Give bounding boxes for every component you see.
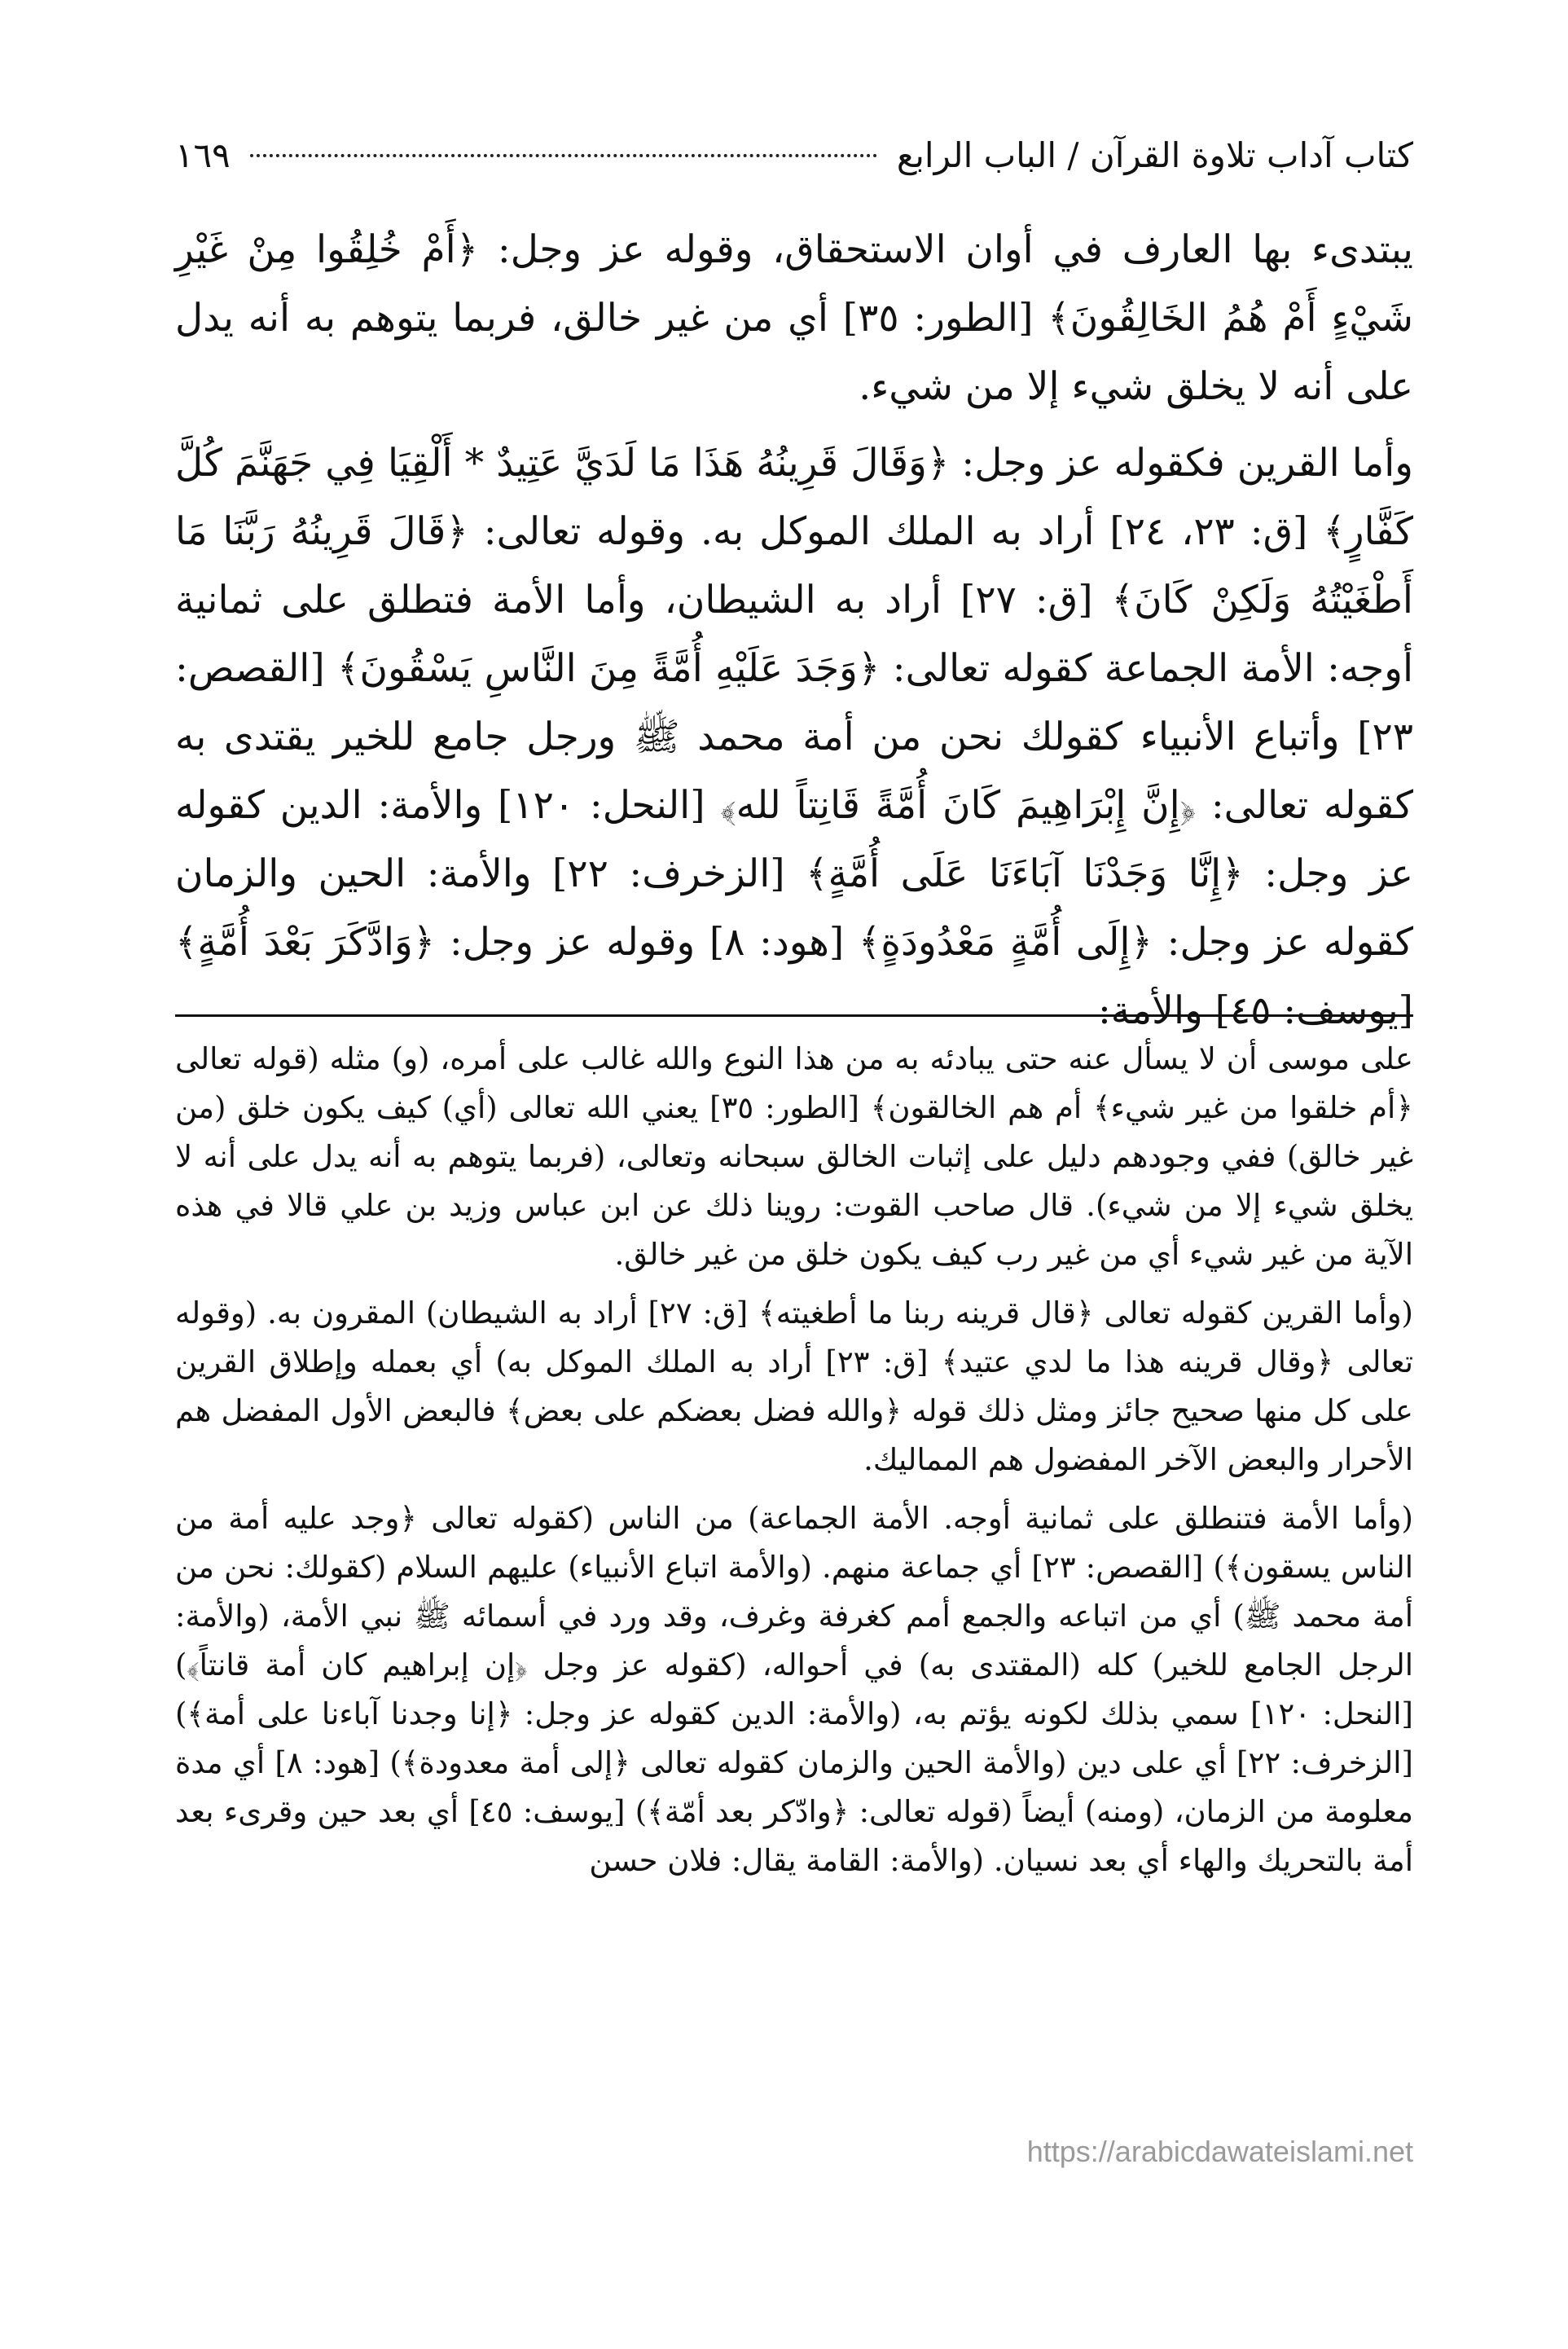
commentary-text xyxy=(175,1035,1413,1895)
main-paragraph: وأما القرين فكقوله عز وجل: ﴿وَقَالَ قَرِينُهُ هَذَا مَا لَدَيَّ عَتِيدٌ * أَلْقِيَا فِي جَهَنَّمَ كُلَّ كَفَّارٍ﴾ [ق: ٢٣، ٢٤] أراد به الملك الموكل به. وقوله تعالى: ﴿قَالَ قَرِينُهُ رَبَّنَا مَا أَطْغَيْتُهُ وَلَكِنْ كَانَ﴾ [ق: ٢٧] أراد به الشيطان، وأما الأمة فتطلق على ثمانية أوجه: الأمة الجماعة كقوله تعالى: ﴿وَجَدَ عَلَيْهِ أُمَّةً مِنَ النَّاسِ يَسْقُونَ﴾ [القصص: ٢٣] وأتباع الأنبياء كقولك نحن من أمة محمد ﷺ ورجل جامع للخير يقتدى به كقوله تعالى: ﴿إِنَّ إِبْرَاهِيمَ كَانَ أُمَّةً قَانِتاً لله﴾ [النحل: ١٢٠] والأمة: الدين كقوله عز وجل: ﴿إِنَّا وَجَدْنَا آبَاءَنَا عَلَى أُمَّةٍ﴾ [الزخرف: ٢٢] والأمة: الحين والزمان كقوله عز وجل: ﴿إِلَى أُمَّةٍ مَعْدُودَةٍ﴾ [هود: ٨] وقوله عز وجل: ﴿وَادَّكَرَ بَعْدَ أُمَّةٍ﴾ [يوسف: ٤٥] والأمة: xyxy=(175,441,1414,1033)
main-text xyxy=(175,216,1413,1054)
commentary-paragraph: (وأما الأمة فتنطلق على ثمانية أوجه. الأمة الجماعة) من الناس (كقوله تعالى ﴿وجد عليه أمة من الناس يسقون﴾) [القصص: ٢٣] أي جماعة منهم. (والأمة اتباع الأنبياء) عليهم السلام (كقولك: نحن من أمة محمد ﷺ) أي من اتباعه والجمع أمم كغرفة وغرف، وقد ورد في أسمائه ﷺ نبي الأمة، (والأمة: الرجل الجامع للخير) كله (المقتدى به) في أحواله، (كقوله عز وجل ﴿إن إبراهيم كان أمة قانتاً﴾) [النحل: ١٢٠] سمي بذلك لكونه يؤتم به، (والأمة: الدين كقوله عز وجل: ﴿إنا وجدنا آباءنا على أمة﴾) [الزخرف: ٢٢] أي على دين (والأمة الحين والزمان كقوله تعالى ﴿إلى أمة معدودة﴾) [هود: ٨] أي مدة معلومة من الزمان، (ومنه) أيضاً (قوله تعالى: ﴿وادّكر بعد أمّة﴾) [يوسف: ٤٥] أي بعد حين وقرىء بعد أمة بالتحريك والهاء أي بعد نسيان. (والأمة: القامة يقال: فلان حسن xyxy=(175,1501,1414,1878)
running-header xyxy=(175,126,1413,183)
main-paragraph: يبتدىء بها العارف في أوان الاستحقاق، وقوله عز وجل: ﴿أَمْ خُلِقُوا مِنْ غَيْرِ شَيْءٍ أَمْ هُمُ الخَالِقُونَ﴾ [الطور: ٣٥] أي من غير خالق، فربما يتوهم به أنه يدل على أنه لا يخلق شيء إلا من شيء. xyxy=(175,227,1413,409)
commentary-paragraph: (وأما القرين كقوله تعالى ﴿قال قرينه ربنا ما أطغيته﴾ [ق: ٢٧] أراد به الشيطان) المقرون به. (وقوله تعالى ﴿وقال قرينه هذا ما لدي عتيد﴾ [ق: ٢٣] أراد به الملك الموكل به) أي بعمله وإطلاق القرين على كل منها صحيح جائز ومثل ذلك قوله ﴿والله فضل بعضكم على بعض﴾ فالبعض الأول المفضل هم الأحرار والبعض الآخر المفضول هم المماليك. xyxy=(175,1295,1414,1477)
commentary-paragraph: على موسى أن لا يسأل عنه حتى يبادئه به من هذا النوع والله غالب على أمره، (و) مثله (قوله تعالى ﴿أم خلقوا من غير شيء﴾ أم هم الخالقون﴾ [الطور: ٣٥] يعني الله تعالى (أي) كيف يكون خلق (من غير خالق) ففي وجودهم دليل على إثبات الخالق سبحانه وتعالى، (فربما يتوهم به أنه يدل على أنه لا يخلق شيء إلا من شيء). قال صاحب القوت: روينا ذلك عن ابن عباس وزيد بن علي قالا في هذه الآية من غير شيء أي من غير رب كيف يكون خلق من غير خالق. xyxy=(175,1041,1413,1272)
page-number: ١٦٩ xyxy=(175,134,231,175)
header-title: كتاب آداب تلاوة القرآن / الباب الرابع xyxy=(896,134,1413,175)
header-leader-dots xyxy=(250,152,877,157)
watermark-url: https://arabicdawateislami.net xyxy=(1026,2135,1413,2168)
footnote-divider xyxy=(175,1014,1413,1017)
